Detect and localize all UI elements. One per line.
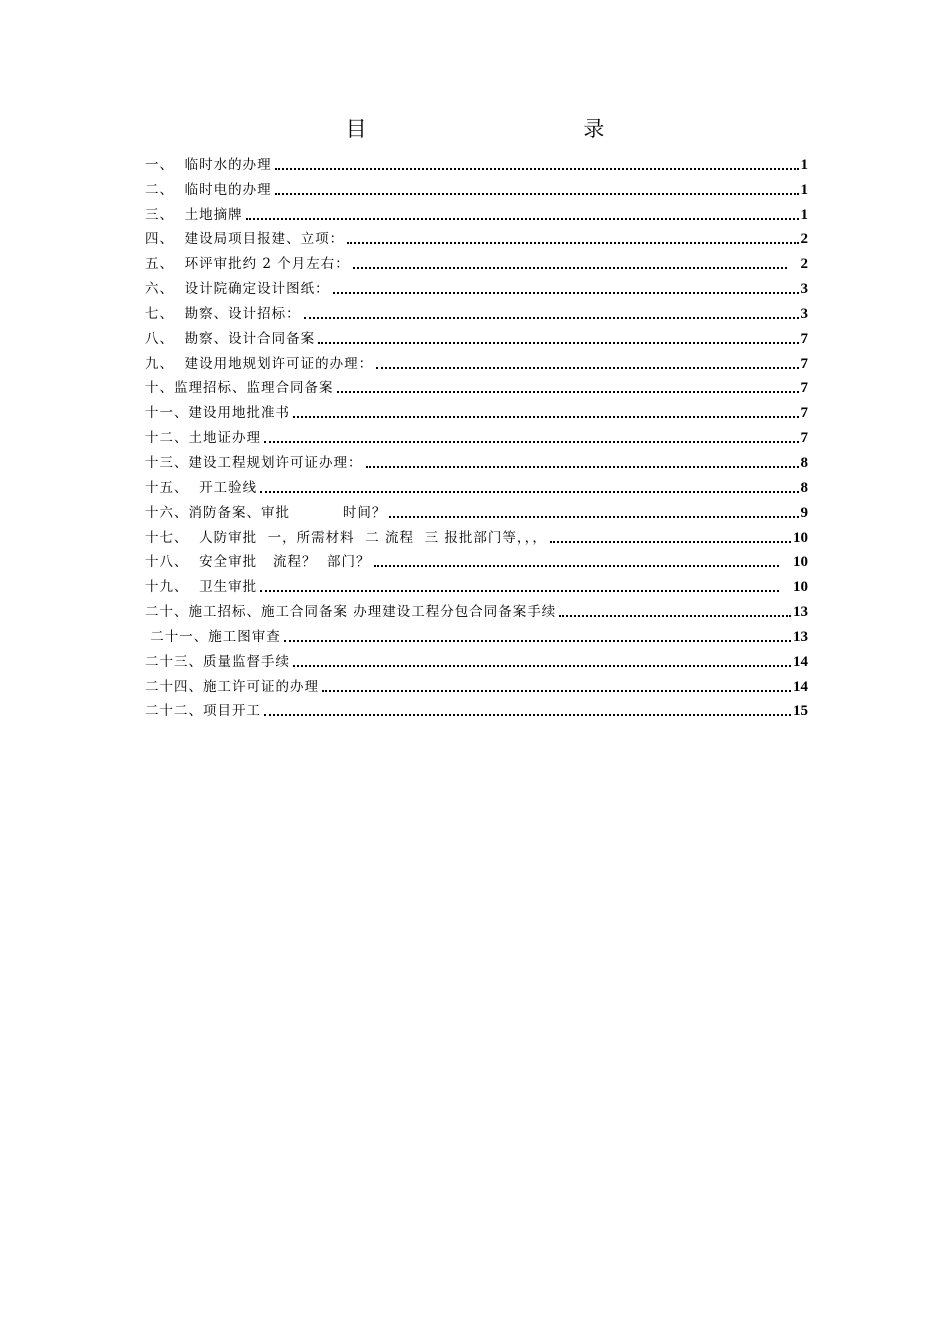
toc-entry-7[interactable]: [145, 298, 808, 323]
toc-entry-label: 三、 土地摘牌: [145, 206, 243, 223]
toc-leader-dots: [322, 690, 791, 692]
toc-page-number: 8: [800, 479, 808, 496]
toc-leader-dots: [333, 292, 799, 294]
toc-page-number: 10: [793, 554, 808, 571]
toc-entry-label: 二、 临时电的办理: [145, 181, 272, 198]
toc-page-number: 13: [793, 628, 808, 645]
toc-entry-17[interactable]: [145, 547, 808, 572]
toc-entry-label: 十五、 开工验线: [145, 479, 258, 496]
toc-entry-3[interactable]: [145, 199, 808, 224]
toc-entry-20[interactable]: [145, 621, 808, 646]
toc-page-number: 2: [800, 231, 808, 248]
toc-entry-13[interactable]: [145, 447, 808, 472]
toc-leader-dots: [337, 391, 799, 393]
toc-leader-dots: [293, 416, 799, 418]
toc-leader-dots: [374, 565, 779, 567]
toc-leader-dots: [318, 342, 798, 344]
toc-leader-dots: [264, 441, 799, 443]
toc-entry-label: 十七、 人防审批 一，所需材料 二 流程 三 报批部门等，，，: [145, 529, 547, 546]
toc-leader-dots: [366, 466, 799, 468]
toc-leader-dots: [550, 541, 791, 543]
toc-leader-dots: [389, 516, 798, 518]
toc-leader-dots: [275, 168, 799, 170]
toc-page-number: 1: [800, 206, 808, 223]
toc-entry-21[interactable]: [145, 646, 808, 671]
toc-entry-23[interactable]: [145, 696, 808, 721]
toc-entry-label: 四、 建设局项目报建、立项：: [145, 231, 345, 248]
toc-page-number: 3: [800, 281, 808, 298]
toc-entry-14[interactable]: [145, 472, 808, 497]
toc-page-number: 7: [800, 355, 808, 372]
toc-entry-5[interactable]: [145, 248, 808, 273]
toc-leader-dots: [260, 590, 779, 592]
toc-entry-label: 十六、消防备案、审批 时间？: [145, 504, 387, 521]
toc-entry-22[interactable]: [145, 671, 808, 696]
toc-page-number: 1: [800, 156, 808, 173]
toc-entry-11[interactable]: [145, 397, 808, 422]
toc-page-number: 14: [793, 653, 808, 670]
toc-entry-label: 五、 环评审批约 2 个月左右：: [145, 256, 350, 273]
toc-leader-dots: [353, 267, 787, 269]
toc-leader-dots: [264, 714, 791, 716]
toc-entry-9[interactable]: [145, 348, 808, 373]
toc-leader-dots: [275, 193, 799, 195]
toc-entry-label: 十八、 安全审批 流程？ 部门？: [145, 554, 371, 571]
toc-entry-8[interactable]: [145, 323, 808, 348]
toc-page-number: 10: [793, 529, 808, 546]
toc-entry-1[interactable]: [145, 149, 808, 174]
toc-entry-label: 二十二、项目开工: [145, 703, 261, 720]
toc-leader-dots: [246, 218, 799, 220]
toc-entry-4[interactable]: [145, 224, 808, 249]
toc-entry-19[interactable]: [145, 596, 808, 621]
toc-entry-label: 八、 勘察、设计合同备案: [145, 330, 316, 347]
toc-leader-dots: [284, 640, 791, 642]
toc-page-number: 8: [800, 454, 808, 471]
toc-entry-label: 十二、土地证办理: [145, 430, 261, 447]
toc-entry-15[interactable]: [145, 497, 808, 522]
toc-leader-dots: [347, 242, 798, 244]
toc-entry-label: 二十四、施工许可证的办理: [145, 678, 319, 695]
toc-entry-18[interactable]: [145, 571, 808, 596]
toc-entry-6[interactable]: [145, 273, 808, 298]
toc-page-number: 3: [800, 305, 808, 322]
toc-page-number: 13: [793, 604, 808, 621]
toc-entry-label: 二十、施工招标、施工合同备案 办理建设工程分包合同备案手续: [145, 604, 557, 621]
toc-leader-dots: [376, 367, 798, 369]
table-of-contents: [145, 149, 808, 720]
toc-page-number: 15: [793, 703, 808, 720]
toc-entry-label: 十、监理招标、监理合同备案: [145, 380, 334, 397]
toc-page-number: 9: [800, 504, 808, 521]
toc-page-number: 1: [800, 181, 808, 198]
toc-page-number: 7: [800, 405, 808, 422]
toc-entry-label: 二十三、质量监督手续: [145, 653, 290, 670]
toc-entry-label: 十三、建设工程规划许可证办理：: [145, 454, 363, 471]
toc-entry-16[interactable]: [145, 522, 808, 547]
toc-entry-label: 九、 建设用地规划许可证的办理：: [145, 355, 374, 372]
toc-entry-2[interactable]: [145, 174, 808, 199]
toc-entry-label: 二十一、施工图审查: [145, 628, 281, 645]
toc-entry-label: 六、 设计院确定设计图纸：: [145, 281, 330, 298]
toc-leader-dots: [293, 665, 791, 667]
toc-page-number: 7: [800, 430, 808, 447]
toc-title: 目 录: [345, 117, 643, 141]
toc-entry-10[interactable]: [145, 373, 808, 398]
toc-page-number: 7: [800, 330, 808, 347]
toc-entry-12[interactable]: [145, 422, 808, 447]
toc-entry-label: 一、 临时水的办理: [145, 156, 272, 173]
toc-page-number: 14: [793, 678, 808, 695]
toc-page-number: 7: [800, 380, 808, 397]
toc-entry-label: 十九、 卫生审批: [145, 579, 258, 596]
toc-leader-dots: [260, 491, 798, 493]
toc-page-number: 2: [800, 256, 808, 273]
toc-leader-dots: [559, 615, 791, 617]
toc-entry-label: 十一、建设用地批准书: [145, 405, 290, 422]
toc-entry-label: 七、 勘察、设计招标：: [145, 305, 301, 322]
toc-page-number: 10: [793, 579, 808, 596]
toc-leader-dots: [304, 317, 799, 319]
